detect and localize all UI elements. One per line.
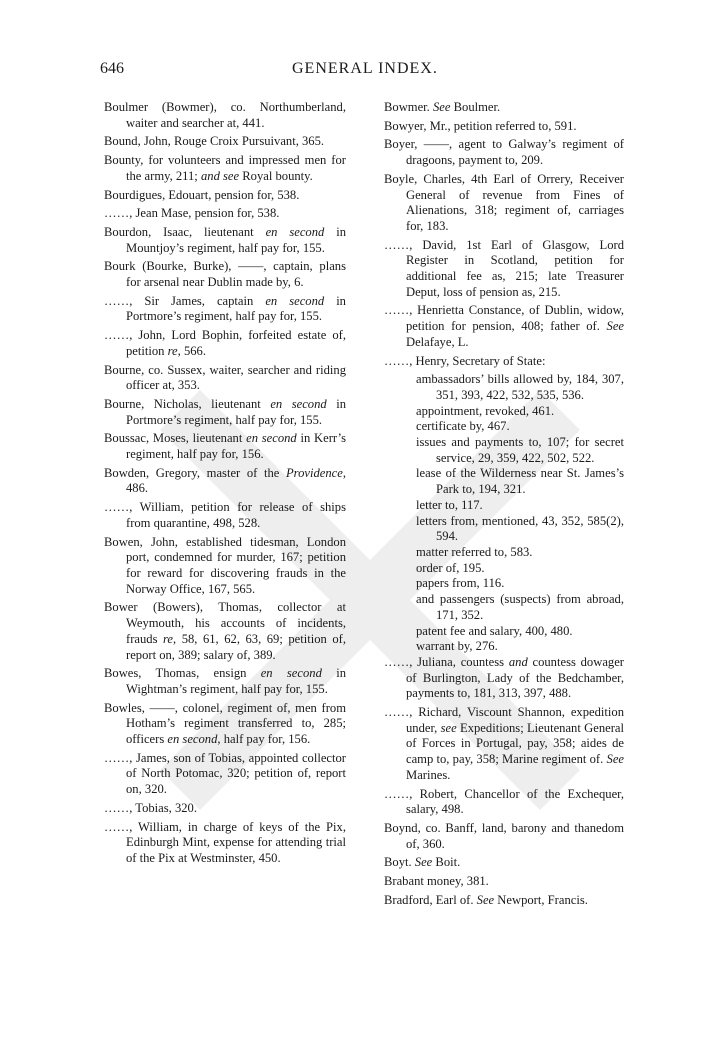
- index-subentry: [384, 372, 624, 403]
- entry-text: Bourne, Nicholas, lieutenant: [104, 396, 271, 411]
- index-entry: [384, 787, 624, 818]
- entry-text: papers from, 116.: [416, 576, 505, 591]
- entry-text: warrant by, 276.: [416, 639, 498, 654]
- index-entry: [104, 225, 346, 256]
- entry-text: en second: [265, 293, 325, 308]
- index-subentry: [384, 498, 624, 514]
- entry-text: en second: [270, 396, 327, 411]
- index-entry: [384, 705, 624, 784]
- entry-text: ……, David, 1st Earl of Glasgow, Lord Register in Scotland, petition for additional fee as, 215; late Treasurer Deput, loss of pension as, 215.: [384, 237, 624, 299]
- index-subentry: [384, 639, 624, 655]
- entry-text: ……, Sir James, captain: [104, 293, 266, 308]
- page-number: 646: [100, 60, 124, 77]
- entry-text: ……, Juliana, countess: [384, 654, 509, 669]
- index-entry: [104, 134, 346, 150]
- entry-text: Bowyer, Mr., petition referred to, 591.: [384, 118, 577, 133]
- entry-text: in Portmore’s regiment, half pay for, 155.: [126, 293, 346, 324]
- entry-text: ……, Henrietta Constance, of Dublin, widow, petition for pension, 408; father of.: [384, 303, 624, 334]
- entry-text: ……, Robert, Chancellor of the Exchequer, salary, 498.: [384, 786, 624, 817]
- entry-text: , half pay for, 156.: [217, 732, 311, 747]
- index-entry: [104, 820, 346, 867]
- entry-text: in Portmore’s regiment, half pay for, 155.: [126, 396, 346, 427]
- entry-text: ……, William, petition for release of ships from quarantine, 498, 528.: [104, 500, 346, 530]
- index-entry: [384, 119, 624, 135]
- entry-text: See: [606, 319, 624, 334]
- entry-text: Boit.: [432, 855, 461, 870]
- entry-text: Bourdon, Isaac, lieutenant: [104, 224, 266, 239]
- entry-text: , 566.: [177, 343, 206, 358]
- entry-text: and passengers (suspects) from abroad, 171, 352.: [416, 592, 624, 622]
- index-entry: [384, 821, 624, 852]
- index-entry: [104, 188, 346, 204]
- index-entry: [104, 431, 346, 462]
- index-subentry: [384, 561, 624, 577]
- entry-text: re: [163, 631, 174, 646]
- entry-text: See: [432, 100, 451, 114]
- entry-text: Providence: [285, 465, 343, 480]
- index-subentry: [384, 576, 624, 592]
- index-entry: [104, 801, 346, 817]
- entry-text: en second: [260, 666, 322, 681]
- entry-text: Expeditions; Lieutenant General of Forces in Portugal, pay, 358; aides de camp to, pay, 358; Marine regiment of.: [406, 720, 624, 767]
- entry-text: order of, 195.: [416, 560, 485, 575]
- entry-text: in Wightman’s regiment, half pay for, 155.: [126, 666, 346, 696]
- index-entry: [104, 206, 346, 222]
- index-entry: [384, 855, 624, 871]
- entry-text: ……, Jean Mase, pension for, 538.: [104, 206, 280, 221]
- index-entry: [384, 238, 624, 301]
- entry-text: Royal bounty.: [239, 168, 313, 183]
- entry-text: matter referred to, 583.: [416, 544, 533, 559]
- entry-text: Bounty, for volunteers and impressed men for the army, 211;: [104, 153, 346, 183]
- index-subentry: [384, 419, 624, 435]
- index-entry: [104, 397, 346, 428]
- entry-text: in Mountjoy’s regiment, half pay for, 155.: [126, 224, 346, 255]
- index-subentry: [384, 404, 624, 420]
- index-entry: [384, 893, 624, 909]
- index-subentry: [384, 624, 624, 640]
- entry-text: , 58, 61, 62, 63, 69; petition of, report on, 389; salary of, 389.: [126, 631, 346, 662]
- index-entry: [104, 500, 346, 531]
- entry-text: ……, James, son of Tobias, appointed collector of North Potomac, 320; petition of, report on, 320.: [104, 750, 346, 797]
- index-entry: [384, 874, 624, 890]
- entry-text: en second: [167, 732, 218, 747]
- entry-text: Bowles, ——, colonel, regiment of, men from Hotham’s regiment transferred to, 285; officers: [104, 700, 346, 747]
- index-entry: [104, 666, 346, 697]
- entry-text: Delafaye, L.: [406, 334, 469, 349]
- entry-text: Boulmer.: [450, 100, 501, 114]
- entry-text: issues and payments to, 107; for secret service, 29, 359, 422, 502, 522.: [416, 435, 624, 465]
- entry-text: in Kerr’s regiment, half pay for, 156.: [126, 431, 346, 462]
- entry-text: Bound, John, Rouge Croix Pursuivant, 365.: [104, 134, 325, 149]
- entry-text: letters from, mentioned, 43, 352, 585(2), 594.: [416, 513, 624, 544]
- entry-text: letter to, 117.: [416, 497, 483, 512]
- entry-text: ……, William, in charge of keys of the Pix, Edinburgh Mint, expense for attending trial of the Pix at Westminster, 450.: [104, 819, 346, 865]
- entry-text: en second: [265, 224, 325, 239]
- entry-text: Bourk (Bourke, Burke), ——, captain, plans for arsenal near Dublin made by, 6.: [104, 259, 346, 290]
- index-entry: [384, 172, 624, 235]
- index-entry: [384, 303, 624, 350]
- entry-text: ……, Tobias, 320.: [104, 800, 197, 815]
- entry-text: Bower (Bowers), Thomas, collector at Weymouth, his accounts of incidents, frauds: [104, 600, 346, 646]
- entry-text: Newport, Francis.: [494, 892, 588, 907]
- entry-text: Boyer, ——, agent to Galway’s regiment of dragoons, payment to, 209.: [384, 137, 624, 168]
- entry-text: and see: [200, 168, 240, 183]
- entry-text: countess dowager of Burlington, Lady of the Bedchamber, payments to, 181, 313, 397, 488.: [406, 654, 624, 701]
- entry-text: Boyle, Charles, 4th Earl of Orrery, Receiver General of revenue from Fines of Alienations, 318; regiment of, carriages for, 183.: [384, 171, 624, 233]
- page-title: GENERAL INDEX.: [292, 60, 438, 77]
- index-entry: [104, 100, 346, 131]
- entry-text: Brabant money, 381.: [384, 874, 489, 889]
- entry-text: Boyt.: [384, 855, 415, 870]
- index-entry: [104, 363, 346, 394]
- index-entry: [384, 655, 624, 702]
- entry-text: ……, Richard, Viscount Shannon, expedition under,: [384, 705, 624, 735]
- index-entry: [104, 328, 346, 359]
- index-column-left: [104, 100, 346, 870]
- entry-text: , 486.: [126, 465, 346, 496]
- entry-text: ……, Henry, Secretary of State:: [384, 353, 546, 368]
- index-column-right: [384, 100, 624, 911]
- entry-text: appointment, revoked, 461.: [416, 403, 555, 418]
- index-entry: [384, 100, 624, 116]
- entry-text: and: [508, 654, 528, 669]
- index-subentry: [384, 545, 624, 561]
- entry-text: Bowen, John, established tidesman, London port, condemned for murder, 167; petition for reward for discovering frauds in the Norway Office, 167, 565.: [104, 534, 346, 596]
- index-entry: [104, 294, 346, 325]
- entry-text: Boynd, co. Banff, land, barony and thanedom of, 360.: [384, 820, 624, 851]
- index-entry: [104, 751, 346, 798]
- entry-text: Boulmer (Bowmer), co. Northumberland, waiter and searcher at, 441.: [104, 100, 346, 130]
- entry-text: Bourdigues, Edouart, pension for, 538.: [104, 187, 300, 202]
- index-entry: [104, 153, 346, 184]
- entry-text: en second: [246, 431, 297, 446]
- entry-text: patent fee and salary, 400, 480.: [416, 623, 573, 638]
- entry-text: certificate by, 467.: [416, 419, 510, 434]
- index-entry: [104, 466, 346, 497]
- entry-text: Boussac, Moses, lieutenant: [104, 431, 247, 446]
- index-entry: [104, 535, 346, 598]
- entry-text: See: [606, 752, 624, 767]
- entry-text: ……, John, Lord Bophin, forfeited estate of, petition: [104, 328, 346, 358]
- entry-text: re: [167, 343, 178, 358]
- index-subentry: [384, 592, 624, 623]
- index-entry: [104, 600, 346, 663]
- entry-text: ambassadors’ bills allowed by, 184, 307, 351, 393, 422, 532, 535, 536.: [416, 372, 624, 402]
- entry-text: Bowden, Gregory, master of the: [104, 465, 286, 480]
- entry-text: lease of the Wilderness near St. James’s Park to, 194, 321.: [416, 466, 624, 497]
- index-subentry: [384, 466, 624, 497]
- entry-text: See: [414, 855, 433, 870]
- entry-text: Bowes, Thomas, ensign: [104, 666, 261, 681]
- index-entry: [384, 354, 624, 370]
- entry-text: See: [476, 892, 495, 907]
- index-entry: [104, 259, 346, 290]
- index-subentry: [384, 514, 624, 545]
- entry-text: Bourne, co. Sussex, waiter, searcher and riding officer at, 353.: [104, 362, 346, 393]
- page-header: [0, 60, 720, 84]
- index-entry: [104, 701, 346, 748]
- index-entry: [384, 137, 624, 168]
- index-subentry: [384, 435, 624, 466]
- entry-text: Marines.: [406, 767, 451, 782]
- entry-text: Bradford, Earl of.: [384, 892, 477, 907]
- entry-text: see: [440, 720, 457, 735]
- entry-text: Bowmer.: [384, 100, 433, 114]
